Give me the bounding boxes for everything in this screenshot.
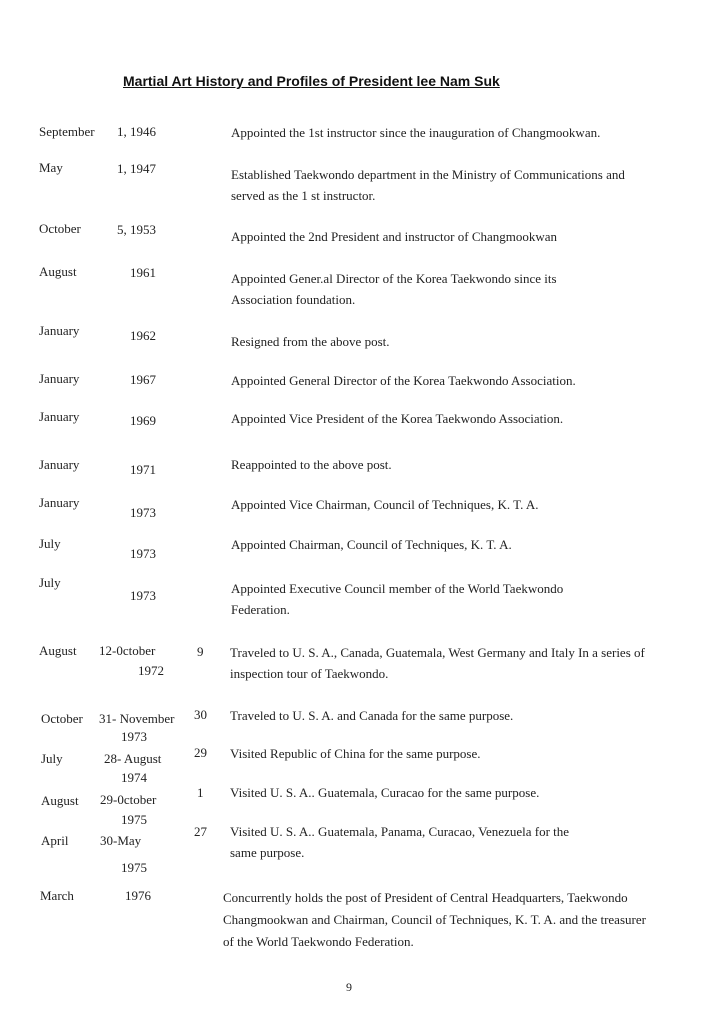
final-month: March (40, 888, 74, 903)
entry-month: January (39, 371, 80, 386)
trip-description: Traveled to U. S. A. and Canada for the same purpose. (230, 708, 514, 723)
entry-month: January (39, 495, 80, 510)
trip-month: August (39, 643, 77, 658)
entry-month: May (39, 160, 63, 175)
trip-days: 29 (194, 745, 207, 760)
entry-description: Appointed the 2nd President and instructor of Changmookwan (231, 229, 558, 244)
entry-description: Resigned from the above post. (231, 334, 390, 349)
entry-month: September (39, 124, 95, 139)
entry-description: Appointed Vice Chairman, Council of Techniques, K. T. A. (231, 497, 539, 512)
trip-month: August (41, 793, 79, 808)
entry-date: 1967 (130, 372, 156, 387)
page-number: 9 (346, 980, 352, 994)
entry-date: 1, 1947 (117, 161, 156, 176)
trip-year: 1974 (121, 770, 147, 785)
entry-month: January (39, 323, 80, 338)
trip-year: 1972 (138, 663, 164, 678)
trip-days: 1 (197, 785, 204, 800)
entry-date: 1961 (130, 265, 156, 280)
trip-description: Visited U. S. A.. Guatemala, Curacao for the same purpose. (230, 785, 540, 800)
final-date: 1976 (125, 888, 151, 903)
entry-date: 1962 (130, 328, 156, 343)
entry-month: January (39, 409, 80, 424)
entry-description: Appointed General Director of the Korea Taekwondo Association. (231, 373, 576, 388)
entry-date: 1969 (130, 413, 156, 428)
entry-description: Appointed Vice President of the Korea Taekwondo Association. (231, 411, 564, 426)
trip-days: 27 (194, 824, 207, 839)
trip-range: 30-May (100, 833, 142, 848)
trip-month: April (41, 833, 69, 848)
entry-date: 1, 1946 (117, 124, 156, 139)
trip-range: 29-0ctober (100, 792, 157, 807)
entry-date: 1973 (130, 546, 156, 561)
entry-month: January (39, 457, 80, 472)
trip-year: 1975 (121, 860, 147, 875)
final-description: Concurrently holds the post of President of Central Headquarters, Taekwondo Changmookwan and Chairman, Council of Techniques, K. T. A. and the treasurer of the World Taekwondo Federation. (223, 890, 646, 949)
page-title: Martial Art History and Profiles of President lee Nam Suk (123, 73, 500, 89)
trip-days: 30 (194, 707, 207, 722)
trip-month: July (41, 751, 63, 766)
trip-description: Traveled to U. S. A., Canada, Guatemala, West Germany and Italy In a series of inspection tour of Taekwondo. (230, 645, 645, 681)
trip-year: 1975 (121, 812, 147, 827)
entry-month: July (39, 536, 61, 551)
trip-range: 12-0ctober (99, 643, 156, 658)
entry-date: 1971 (130, 462, 156, 477)
trip-range: 28- August (104, 751, 162, 766)
entry-month: October (39, 221, 81, 236)
trip-description: Visited Republic of China for the same purpose. (230, 746, 481, 761)
trip-year: 1973 (121, 729, 147, 744)
entry-date: 5, 1953 (117, 222, 156, 237)
entry-description: Established Taekwondo department in the Ministry of Communications and served as the 1 st instructor. (231, 167, 625, 203)
entry-date: 1973 (130, 505, 156, 520)
trip-days: 9 (197, 644, 204, 659)
entry-description: Appointed Chairman, Council of Techniques, K. T. A. (231, 537, 512, 552)
entry-description: Appointed Gener.al Director of the Korea Taekwondo since its Association foundation. (231, 271, 557, 307)
trip-range: 31- November (99, 711, 175, 726)
entry-date: 1973 (130, 588, 156, 603)
entry-description: Reappointed to the above post. (231, 457, 392, 472)
trip-description: Visited U. S. A.. Guatemala, Panama, Curacao, Venezuela for the same purpose. (230, 824, 570, 860)
entry-month: August (39, 264, 77, 279)
trip-month: October (41, 711, 83, 726)
entry-month: July (39, 575, 61, 590)
entry-description: Appointed the 1st instructor since the inauguration of Changmookwan. (231, 125, 601, 140)
entry-description: Appointed Executive Council member of the World Taekwondo Federation. (231, 581, 564, 617)
